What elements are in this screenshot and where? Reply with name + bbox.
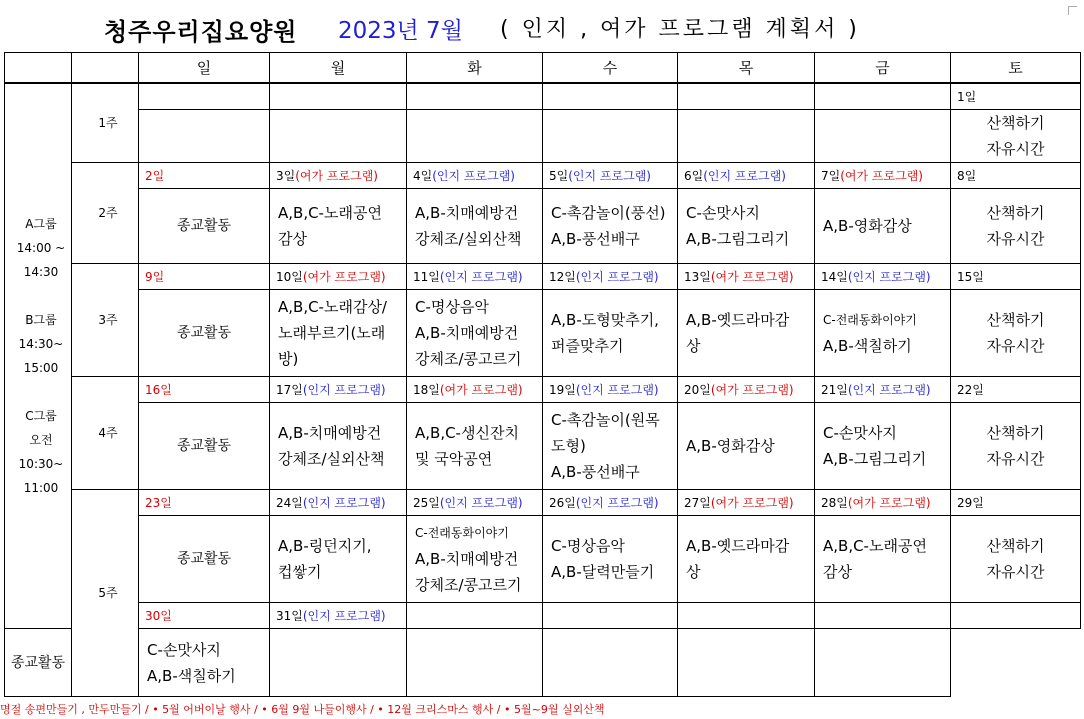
week-label: 5주: [72, 490, 139, 697]
date-num: 5일: [549, 168, 569, 183]
activity-line: A,B,C-생신잔치: [415, 424, 519, 442]
activity-line: 산책하기: [986, 424, 1045, 442]
header-fri: 금: [815, 53, 951, 84]
program-type: (여가 프로그램): [302, 269, 386, 284]
date-cell: [407, 377, 543, 403]
program-type: (인지 프로그램): [439, 495, 523, 510]
week5-extra-date-row: [5, 603, 1081, 629]
date-num: 23일: [145, 495, 172, 510]
activity-cell: [139, 110, 270, 163]
week1-activity-row: [5, 110, 1081, 163]
activity-cell: [270, 110, 407, 163]
program-type: (여가 프로그램): [840, 168, 923, 183]
activity-line: 자유시간: [986, 140, 1045, 158]
religion-cell: 종교활동: [139, 403, 270, 490]
date-cell: [270, 163, 407, 189]
week-label: 3주: [72, 264, 139, 377]
program-type: (인지 프로그램): [847, 382, 931, 397]
activity-line: C-명상음악: [415, 298, 489, 316]
activity-line: 노래부르기(노래: [278, 324, 386, 342]
program-type: (인지 프로그램): [432, 168, 515, 183]
date-num: 28일: [821, 495, 848, 510]
date-num: 27일: [684, 495, 711, 510]
program-type: (인지 프로그램): [575, 382, 659, 397]
activity-line: A,B,C-노래공연: [278, 204, 382, 222]
header-wed: 수: [543, 53, 678, 84]
title-facility-name: 청주우리집요양원: [104, 18, 298, 46]
date-cell: [139, 83, 270, 110]
activity-line: 산책하기: [986, 537, 1045, 555]
activity-cell: [270, 629, 407, 697]
date-cell: [407, 264, 543, 290]
program-type: (인지 프로그램): [847, 269, 931, 284]
activity-cell: [270, 189, 407, 264]
week-label: 4주: [72, 377, 139, 490]
activity-line: 상: [686, 563, 701, 581]
program-type: (여가 프로그램): [710, 269, 794, 284]
date-cell: [543, 377, 678, 403]
religion-cell: 종교활동: [139, 516, 270, 603]
activity-line: A,B-영화감상: [686, 437, 775, 455]
activity-cell-sat: [951, 403, 1081, 490]
activity-cell: [270, 290, 407, 377]
activity-line: A,B-영화감상: [823, 217, 912, 235]
program-type: (인지 프로그램): [439, 269, 523, 284]
date-num: 3일: [276, 168, 296, 183]
date-num: 22일: [957, 382, 984, 397]
date-cell: [139, 163, 270, 189]
week5-date-row: [5, 490, 1081, 516]
date-cell: [678, 490, 815, 516]
group-line: 14:30: [23, 265, 59, 279]
activity-line: 및 국악공연: [415, 450, 493, 468]
activity-cell: [543, 629, 678, 697]
header-sat: 토: [951, 53, 1081, 84]
activity-cell: [678, 189, 815, 264]
activity-cell: [270, 516, 407, 603]
date-num: 2일: [145, 168, 165, 183]
activity-line: A,B-치매예방건: [278, 424, 382, 442]
date-num: 26일: [549, 495, 576, 510]
activity-cell: [543, 516, 678, 603]
activity-cell-sat: [951, 290, 1081, 377]
activity-cell-sat: [951, 189, 1081, 264]
activity-cell: [543, 403, 678, 490]
activity-line: 자유시간: [986, 337, 1045, 355]
activity-cell: [815, 290, 951, 377]
group-line: 14:00 ~: [16, 241, 66, 255]
activity-line: 산책하기: [986, 114, 1045, 132]
date-num: 10일: [276, 269, 303, 284]
activity-line: 강체조/콩고르기: [415, 350, 522, 368]
activity-line: A,B-옛드라마감: [686, 537, 790, 555]
program-type: (인지 프로그램): [302, 382, 386, 397]
activity-line: 자유시간: [986, 563, 1045, 581]
date-cell: [270, 490, 407, 516]
date-num: 21일: [821, 382, 848, 397]
activity-cell: [678, 516, 815, 603]
activity-line: A,B-도형맞추기,: [551, 311, 659, 329]
date-cell: [815, 264, 951, 290]
date-num: 15일: [957, 269, 984, 284]
header-blank: [72, 53, 139, 84]
header-thu: 목: [678, 53, 815, 84]
activity-line: 컵쌓기: [278, 563, 322, 581]
program-type: (여가 프로그램): [847, 495, 931, 510]
date-cell: [543, 264, 678, 290]
week5-extra-activity-row: [5, 629, 1081, 697]
date-cell: [815, 163, 951, 189]
activity-cell: [815, 189, 951, 264]
date-num: 17일: [276, 382, 303, 397]
date-cell: [678, 83, 815, 110]
program-type: (인지 프로그램): [575, 495, 659, 510]
activity-cell: [815, 110, 951, 163]
group-line: 11:00: [23, 481, 59, 495]
date-cell: [951, 264, 1081, 290]
activity-cell-sat: [951, 110, 1081, 163]
week2-activity-row: [5, 189, 1081, 264]
program-type: (인지 프로그램): [703, 168, 786, 183]
activity-cell: [678, 403, 815, 490]
activity-cell: [407, 189, 543, 264]
date-cell: [678, 264, 815, 290]
program-type: (인지 프로그램): [568, 168, 651, 183]
header-blank: [5, 53, 72, 84]
date-num: 31일: [276, 608, 303, 623]
activity-line: 강체조/실외산책: [278, 450, 385, 468]
date-cell: [139, 264, 270, 290]
date-num: 24일: [276, 495, 303, 510]
activity-line: A,B-치매예방건: [415, 324, 519, 342]
date-cell-31: [270, 603, 407, 629]
religion-cell: 종교활동: [5, 629, 72, 697]
activity-line: 방): [278, 350, 299, 368]
activity-line: 도형): [551, 437, 586, 455]
group-line: [11, 380, 71, 404]
program-type: (인지 프로그램): [302, 495, 386, 510]
date-num: 29일: [957, 495, 984, 510]
date-cell: [139, 377, 270, 403]
activity-line: A,B-링던지기,: [278, 537, 372, 555]
group-line: 15:00: [23, 361, 59, 375]
date-cell: [407, 83, 543, 110]
date-cell: [543, 83, 678, 110]
program-type: (여가 프로그램): [439, 382, 523, 397]
activity-cell: [407, 290, 543, 377]
date-cell: [678, 163, 815, 189]
date-cell: [407, 603, 543, 629]
date-num: 8일: [957, 168, 977, 183]
date-cell: [543, 603, 678, 629]
activity-line: 상: [686, 337, 701, 355]
activity-cell-sat: [951, 516, 1081, 603]
activity-line: 자유시간: [986, 230, 1045, 248]
activity-line: C-손맛사지: [823, 424, 897, 442]
week1-date-row: [5, 83, 1081, 110]
activity-cell: [407, 110, 543, 163]
page-corner-mark: [1068, 6, 1077, 15]
header-sun: 일: [139, 53, 270, 84]
activity-line: A,B-색칠하기: [823, 337, 912, 355]
date-cell: [815, 603, 951, 629]
week4-activity-row: [5, 403, 1081, 490]
group-line: [11, 284, 71, 308]
date-cell: [678, 603, 815, 629]
activity-line: 강체조/콩고르기: [415, 576, 522, 594]
activity-cell: [407, 629, 543, 697]
activity-line: C-촉감놀이(원목: [551, 411, 660, 429]
date-cell: [815, 377, 951, 403]
program-type: (인지 프로그램): [575, 269, 659, 284]
activity-line: A,B,C-노래공연: [823, 537, 927, 555]
date-num: 20일: [684, 382, 711, 397]
activity-cell: [270, 403, 407, 490]
date-num: 14일: [821, 269, 848, 284]
date-cell: [815, 83, 951, 110]
date-cell: 1일: [951, 83, 1081, 110]
activity-line: A,B-치매예방건: [415, 204, 519, 222]
title-month: 2023년 7월: [338, 18, 463, 44]
date-cell: [543, 163, 678, 189]
day-header-row: [5, 53, 1081, 84]
week-label: 2주: [72, 163, 139, 264]
group-line: C그룹: [25, 409, 57, 423]
program-type: (여가 프로그램): [295, 168, 378, 183]
activity-cell-31: [139, 629, 270, 697]
date-cell: [815, 490, 951, 516]
date-cell: [678, 377, 815, 403]
activity-cell: [815, 516, 951, 603]
date-num: 12일: [549, 269, 576, 284]
date-cell: [543, 490, 678, 516]
week3-activity-row: [5, 290, 1081, 377]
date-cell: [407, 163, 543, 189]
schedule-table: [4, 52, 1081, 697]
activity-line: C-명상음악: [551, 537, 625, 555]
activity-line: A,B-달력만들기: [551, 563, 655, 581]
date-num: 16일: [145, 382, 172, 397]
group-line: 오전: [29, 433, 53, 447]
activity-line: A,B-그림그리기: [686, 230, 790, 248]
week5-activity-row: [5, 516, 1081, 603]
activity-line: A,B-풍선배구: [551, 463, 640, 481]
group-line: B그룹: [25, 313, 57, 327]
date-cell: [407, 490, 543, 516]
activity-line: C-손맛사지: [147, 640, 221, 659]
activity-line: A,B-치매예방건: [415, 550, 519, 568]
activity-line: 감상: [823, 563, 852, 581]
activity-line: A,B-옛드라마감: [686, 311, 790, 329]
date-cell: [951, 163, 1081, 189]
activity-cell: [678, 110, 815, 163]
week2-date-row: [5, 163, 1081, 189]
week4-date-row: [5, 377, 1081, 403]
date-cell: [951, 490, 1081, 516]
date-num: 4일: [413, 168, 433, 183]
activity-cell: [543, 110, 678, 163]
group-line: 14:30~: [18, 337, 64, 351]
activity-cell: [678, 290, 815, 377]
activity-line: A,B-색칠하기: [147, 666, 236, 685]
activity-line: C-전래동화이야기: [823, 313, 917, 327]
religion-cell: 종교활동: [139, 189, 270, 264]
program-type: (여가 프로그램): [710, 382, 794, 397]
activity-cell: [815, 629, 951, 697]
activity-line: 강체조/실외산책: [415, 230, 522, 248]
program-type: (여가 프로그램): [710, 495, 794, 510]
activity-cell: [678, 629, 815, 697]
activity-line: A,B-그림그리기: [823, 450, 927, 468]
religion-cell: 종교활동: [139, 290, 270, 377]
activity-line: C-촉감놀이(풍선): [551, 204, 666, 222]
activity-cell: [543, 290, 678, 377]
header-tue: 화: [407, 53, 543, 84]
date-cell: [270, 83, 407, 110]
activity-line: 퍼즐맞추기: [551, 337, 624, 355]
activity-cell: [407, 403, 543, 490]
date-num: 7일: [821, 168, 841, 183]
activity-line: 자유시간: [986, 450, 1045, 468]
group-schedule-cell: [5, 83, 72, 629]
week-label: 1주: [72, 83, 139, 163]
header-mon: 월: [270, 53, 407, 84]
date-cell: [951, 377, 1081, 403]
date-cell-30: 30일: [139, 603, 270, 629]
title-subtitle: ( 인지 , 여가 프로그램 계획서 ): [500, 17, 860, 42]
activity-line: A,B,C-노래감상/: [278, 298, 387, 316]
date-cell: [139, 490, 270, 516]
document-title: [0, 12, 1084, 52]
activity-cell: [543, 189, 678, 264]
date-cell: [270, 264, 407, 290]
date-num: 6일: [684, 168, 704, 183]
date-num: 13일: [684, 269, 711, 284]
date-num: 11일: [413, 269, 440, 284]
date-num: 19일: [549, 382, 576, 397]
activity-line: 감상: [278, 230, 307, 248]
date-cell: [951, 603, 1081, 629]
group-line: A그룹: [25, 217, 57, 231]
program-type: (인지 프로그램): [302, 608, 386, 623]
date-num: 25일: [413, 495, 440, 510]
activity-line: C-전래동화이야기: [415, 526, 509, 540]
activity-cell: [815, 403, 951, 490]
date-num: 18일: [413, 382, 440, 397]
group-line: 10:30~: [18, 457, 64, 471]
date-cell: [270, 377, 407, 403]
date-num: 9일: [145, 269, 165, 284]
activity-line: A,B-풍선배구: [551, 230, 640, 248]
week3-date-row: [5, 264, 1081, 290]
activity-line: C-손맛사지: [686, 204, 760, 222]
activity-line: 산책하기: [986, 311, 1045, 329]
footer-events: 명절 송편만들기 , 만두만들기 / • 5월 어버이날 행사 / • 6월 9월 나들이행사 / • 12월 크리스마스 행사 / • 5월~9월 실외산책: [0, 703, 605, 716]
activity-line: 산책하기: [986, 204, 1045, 222]
activity-cell: [407, 516, 543, 603]
